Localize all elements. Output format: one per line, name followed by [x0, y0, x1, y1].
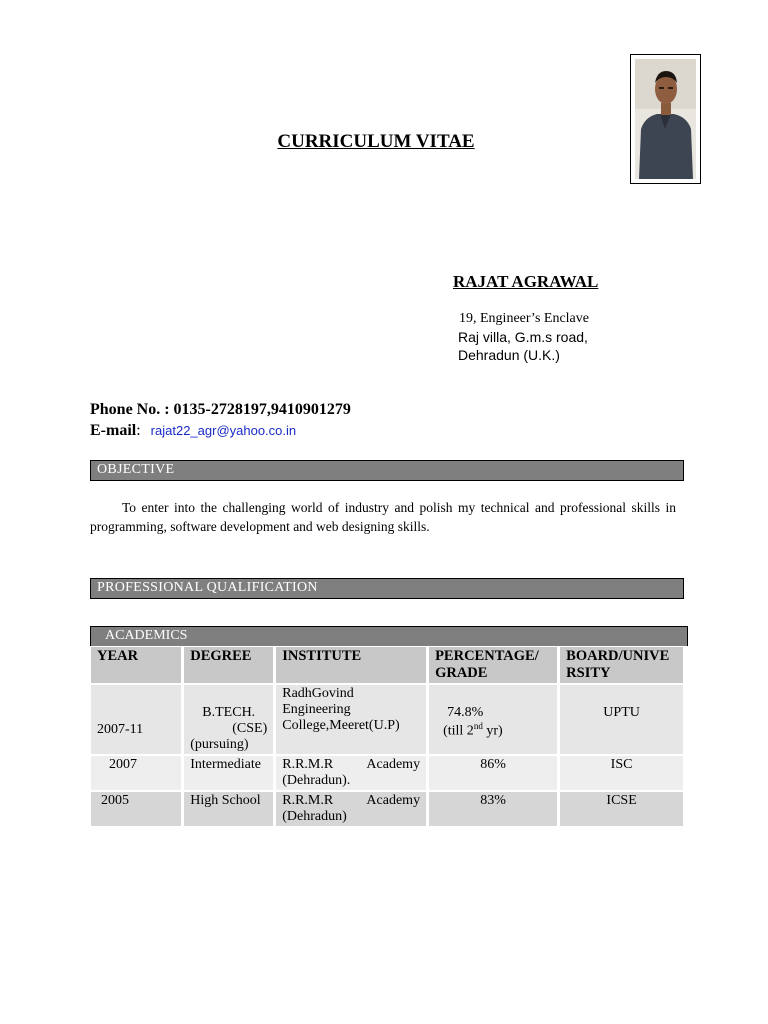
degree-line-2: (CSE)	[232, 721, 268, 736]
table-header-row	[91, 647, 683, 683]
col-percentage: PERCENTAGE/ GRADE	[429, 647, 557, 683]
cell-percentage	[429, 685, 557, 754]
cell-board: ISC	[560, 756, 683, 790]
cell-institute: R.R.M.R Academy (Dehradun).	[276, 756, 426, 790]
professional-qualification-heading: PROFESSIONAL QUALIFICATION	[97, 580, 318, 595]
address-line-1: 19, Engineer’s Enclave	[459, 311, 589, 326]
phone-number: Phone No. : 0135-2728197,9410901279	[90, 401, 351, 418]
col-degree: DEGREE	[184, 647, 273, 683]
degree-line-3: (pursuing)	[190, 737, 249, 752]
page-title: CURRICULUM VITAE	[277, 131, 475, 152]
cell-percentage: 86%	[429, 756, 557, 790]
address-line-2: Raj villa, G.m.s road,	[458, 329, 588, 345]
email-row	[90, 422, 296, 440]
cell-board: ICSE	[560, 792, 683, 826]
degree-line-1: B.TECH.	[202, 705, 256, 720]
percentage-value: 74.8%	[447, 705, 484, 720]
col-board: BOARD/UNIVE RSITY	[560, 647, 683, 683]
col-year: YEAR	[91, 647, 181, 683]
cell-institute: RadhGovind Engineering College,Meeret(U.P)	[276, 685, 426, 754]
cell-degree: High School	[184, 792, 273, 826]
email-label: E-mail	[90, 422, 137, 439]
cell-percentage: 83%	[429, 792, 557, 826]
email-colon: :	[136, 422, 141, 439]
table-row	[91, 756, 683, 790]
person-photo-icon	[635, 59, 696, 179]
objective-text: To enter into the challenging world of industry and polish my technical and professional skills in programming, software development and web designing skills.	[90, 500, 676, 534]
table-row	[91, 792, 683, 826]
professional-qualification-bar	[90, 578, 684, 599]
cell-year: 2007-11	[91, 685, 181, 754]
objective-heading: OBJECTIVE	[97, 462, 175, 477]
candidate-name: RAJAT AGRAWAL	[453, 272, 599, 291]
academics-heading-bar	[90, 626, 688, 646]
cell-degree	[184, 685, 273, 754]
academics-heading: ACADEMICS	[105, 628, 188, 643]
cell-board: UPTU	[560, 685, 683, 754]
address-line-3: Dehradun (U.K.)	[458, 347, 560, 363]
email-link[interactable]: rajat22_agr@yahoo.co.in	[150, 423, 297, 438]
cell-institute: R.R.M.R Academy (Dehradun)	[276, 792, 426, 826]
cell-degree: Intermediate	[184, 756, 273, 790]
cell-year: 2007	[91, 756, 181, 790]
cell-year: 2005	[91, 792, 181, 826]
percentage-note: (till 2nd yr)	[443, 721, 503, 739]
table-row	[91, 685, 683, 754]
objective-heading-bar	[90, 460, 684, 481]
academics-table	[88, 645, 686, 828]
profile-photo	[630, 54, 701, 184]
col-institute: INSTITUTE	[276, 647, 426, 683]
